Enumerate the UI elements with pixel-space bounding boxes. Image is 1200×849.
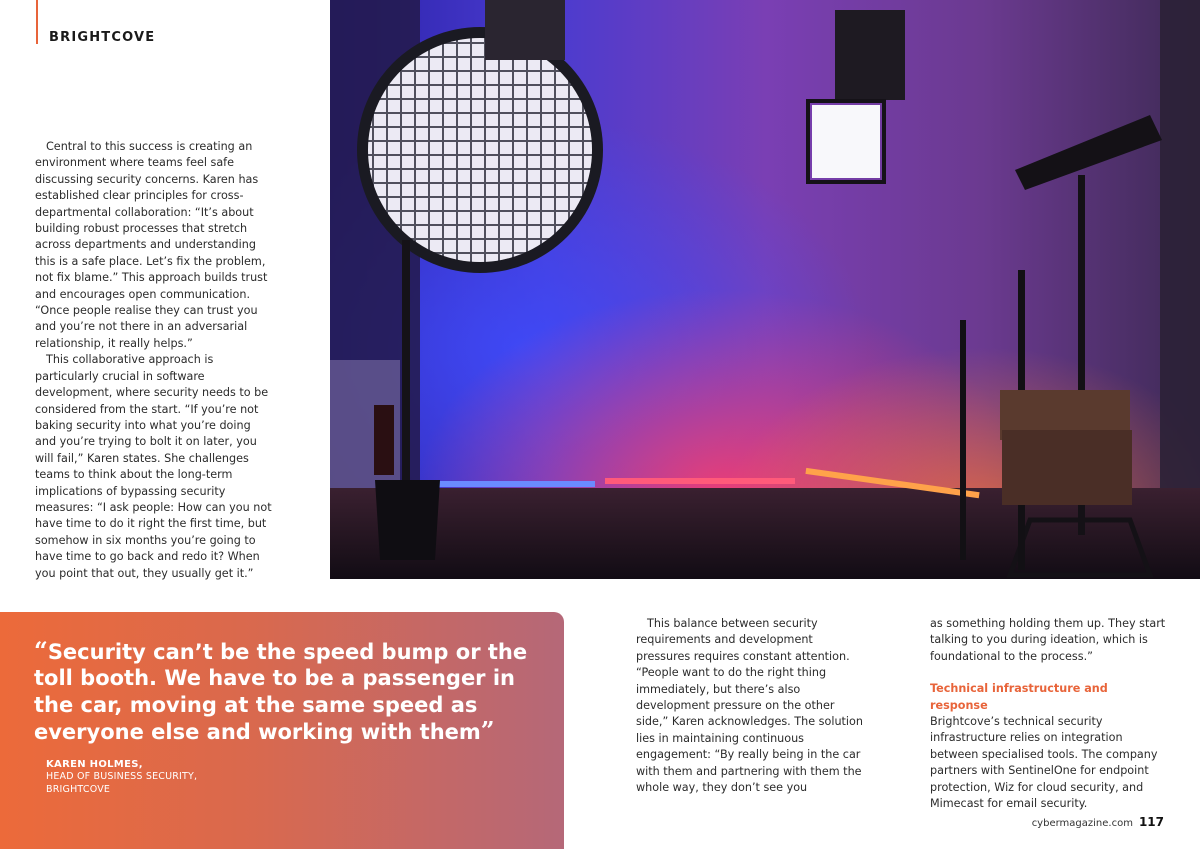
section-subheading: Technical infrastructure and response bbox=[930, 682, 1108, 712]
article-paragraph: Central to this success is creating an environment where teams feel safe discussing security concerns. Karen has established clear principles for cross-departmental collaboration: “It’s about building robust processes that stretch across departments and understanding this is a safe place. Let’s fix the problem, not fix blame.” This approach builds trust and encourages open communication. “Once people realise they can trust you and you’re not there in an adversarial relationship, it really helps.” bbox=[35, 140, 268, 350]
pull-quote-text: Security can’t be the speed bump or the toll booth. We have to be a passenger in the car, moving at the same speed as everyone else and working with them bbox=[34, 640, 528, 745]
middle-article-column bbox=[636, 616, 864, 796]
page-number: 117 bbox=[1138, 815, 1164, 829]
brand-label: BRIGHTCOVE bbox=[49, 30, 156, 45]
article-paragraph: This balance between security requirements and development pressures requires constant attention. “People want to do the right thing immediately, but there’s also development pressure on the other side,” Karen acknowledges. The solution lies in maintaining continuous engagement: “By really being in the car with them and partnering with them the whole way, they don’t see you bbox=[636, 617, 863, 795]
quote-role-line: HEAD OF BUSINESS SECURITY, bbox=[46, 771, 198, 782]
quote-company-line: BRIGHTCOVE bbox=[46, 783, 111, 795]
footer-site-link[interactable]: cybermagazine.com bbox=[1031, 818, 1133, 829]
quote-attribution-role bbox=[46, 771, 197, 796]
article-paragraph: This collaborative approach is particularly crucial in software development, where security needs to be considered from the start. “If you’re not baking security into what you’re doing and you’re trying to bolt it on later, you will fail,” Karen states. She challenges teams to think about the long-term implications of bypassing security measures: “I ask people: How can you not have time to do it right the first time, but somehow in six months you’re going to have time to go back and redo it? When you point that out, they usually get it.” bbox=[35, 353, 272, 580]
article-paragraph: Brightcove’s technical security infrastructure relies on integration between specialised tools. The company partners with SentinelOne for endpoint protection, Wiz for cloud security, and Mimecast for email security. bbox=[930, 715, 1158, 811]
studio-lighting-photo bbox=[330, 0, 1200, 579]
left-article-column bbox=[35, 139, 275, 582]
page-footer bbox=[1032, 815, 1164, 829]
quote-attribution-name: KAREN HOLMES, bbox=[46, 759, 143, 770]
pull-quote-panel bbox=[0, 612, 564, 849]
pull-quote bbox=[34, 638, 544, 746]
article-paragraph-continuation: as something holding them up. They start talking to you during ideation, which is foundational to the process.” bbox=[930, 617, 1166, 663]
close-quote-mark: ” bbox=[480, 716, 495, 746]
header-accent-rule bbox=[36, 0, 38, 44]
open-quote-mark: “ bbox=[34, 636, 48, 665]
right-article-column bbox=[930, 616, 1166, 812]
